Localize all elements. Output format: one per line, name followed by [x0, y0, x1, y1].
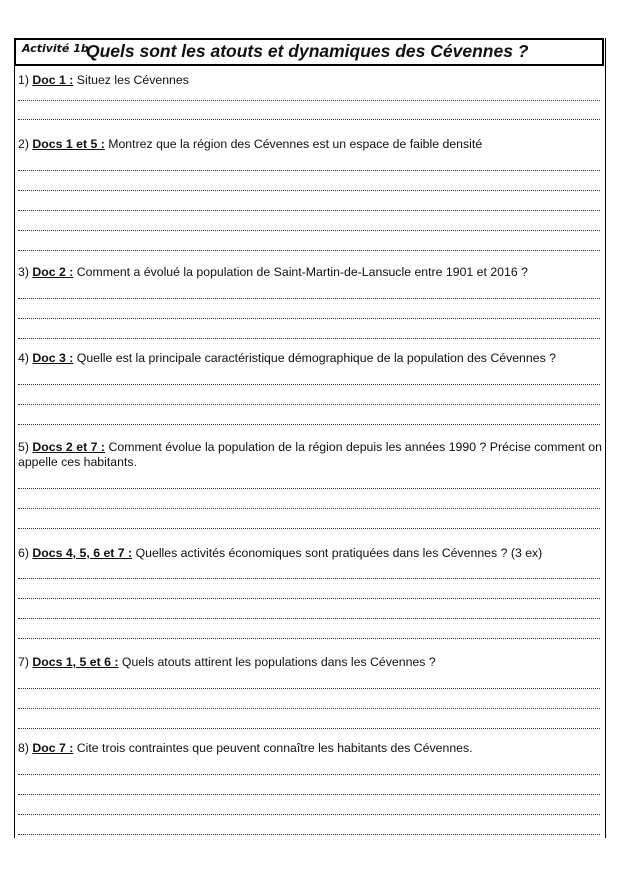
answer-line[interactable] [18, 784, 600, 795]
question-number: 2) [18, 137, 29, 151]
question-text: Comment a évolué la population de Saint-Martin-de-Lansucle entre 1901 et 2016 ? [73, 265, 528, 279]
question-5 [18, 440, 602, 470]
answer-line[interactable] [18, 414, 600, 425]
question-number: 5) [18, 440, 29, 454]
answer-line[interactable] [18, 698, 600, 709]
answer-line[interactable] [18, 180, 600, 191]
question-6 [18, 546, 602, 561]
question-2 [18, 137, 602, 152]
answer-line[interactable] [18, 678, 600, 689]
answer-line[interactable] [18, 588, 600, 599]
activity-label: Activité 1b [22, 42, 89, 55]
doc-reference: Doc 1 : [32, 73, 74, 87]
question-text: Quels atouts attirent les populations dans les Cévennes ? [118, 655, 436, 669]
question-text: Quelle est la principale caractéristique démographique de la population des Cévennes ? [73, 351, 556, 365]
answer-line[interactable] [18, 628, 600, 639]
answer-line[interactable] [18, 288, 600, 299]
question-number: 4) [18, 351, 29, 365]
page-title: Quels sont les atouts et dynamiques des Cévennes ? [86, 41, 529, 61]
doc-reference: Docs 2 et 7 : [32, 440, 106, 454]
doc-reference: Doc 7 : [32, 741, 74, 755]
question-number: 1) [18, 73, 29, 87]
answer-line[interactable] [18, 328, 600, 339]
answer-line[interactable] [18, 90, 600, 101]
question-8 [18, 741, 602, 756]
answer-line[interactable] [18, 718, 600, 729]
answer-line[interactable] [18, 804, 600, 815]
question-text: Montrez que la région des Cévennes est un espace de faible densité [104, 137, 483, 151]
question-text: Quelles activités économiques sont pratiquées dans les Cévennes ? (3 ex) [132, 546, 543, 560]
answer-line[interactable] [18, 200, 600, 211]
doc-reference: Docs 4, 5, 6 et 7 : [32, 546, 133, 560]
question-text: Comment évolue la population de la région depuis les années 1990 ? Précise comment on appelle ces habitants. [18, 440, 602, 469]
answer-line[interactable] [18, 568, 600, 579]
doc-reference: Doc 3 : [32, 351, 74, 365]
answer-line[interactable] [18, 478, 600, 489]
doc-reference: Docs 1 et 5 : [32, 137, 105, 151]
question-number: 6) [18, 546, 29, 560]
answer-line[interactable] [18, 240, 600, 251]
question-number: 3) [18, 265, 29, 279]
question-text: Cite trois contraintes que peuvent connaître les habitants des Cévennes. [73, 741, 473, 755]
answer-line[interactable] [18, 498, 600, 509]
answer-line[interactable] [18, 308, 600, 319]
answer-line[interactable] [18, 220, 600, 231]
answer-line[interactable] [18, 824, 600, 835]
question-4 [18, 351, 602, 366]
answer-line[interactable] [18, 109, 600, 120]
doc-reference: Docs 1, 5 et 6 : [32, 655, 119, 669]
question-text: Situez les Cévennes [73, 73, 189, 87]
answer-line[interactable] [18, 160, 600, 171]
question-1 [18, 73, 602, 88]
doc-reference: Doc 2 : [32, 265, 74, 279]
answer-line[interactable] [18, 374, 600, 385]
question-3 [18, 265, 602, 280]
answer-line[interactable] [18, 394, 600, 405]
question-7 [18, 655, 602, 670]
question-number: 8) [18, 741, 29, 755]
question-number: 7) [18, 655, 29, 669]
answer-line[interactable] [18, 608, 600, 619]
answer-line[interactable] [18, 518, 600, 529]
activity-header [14, 38, 604, 66]
answer-line[interactable] [18, 764, 600, 775]
